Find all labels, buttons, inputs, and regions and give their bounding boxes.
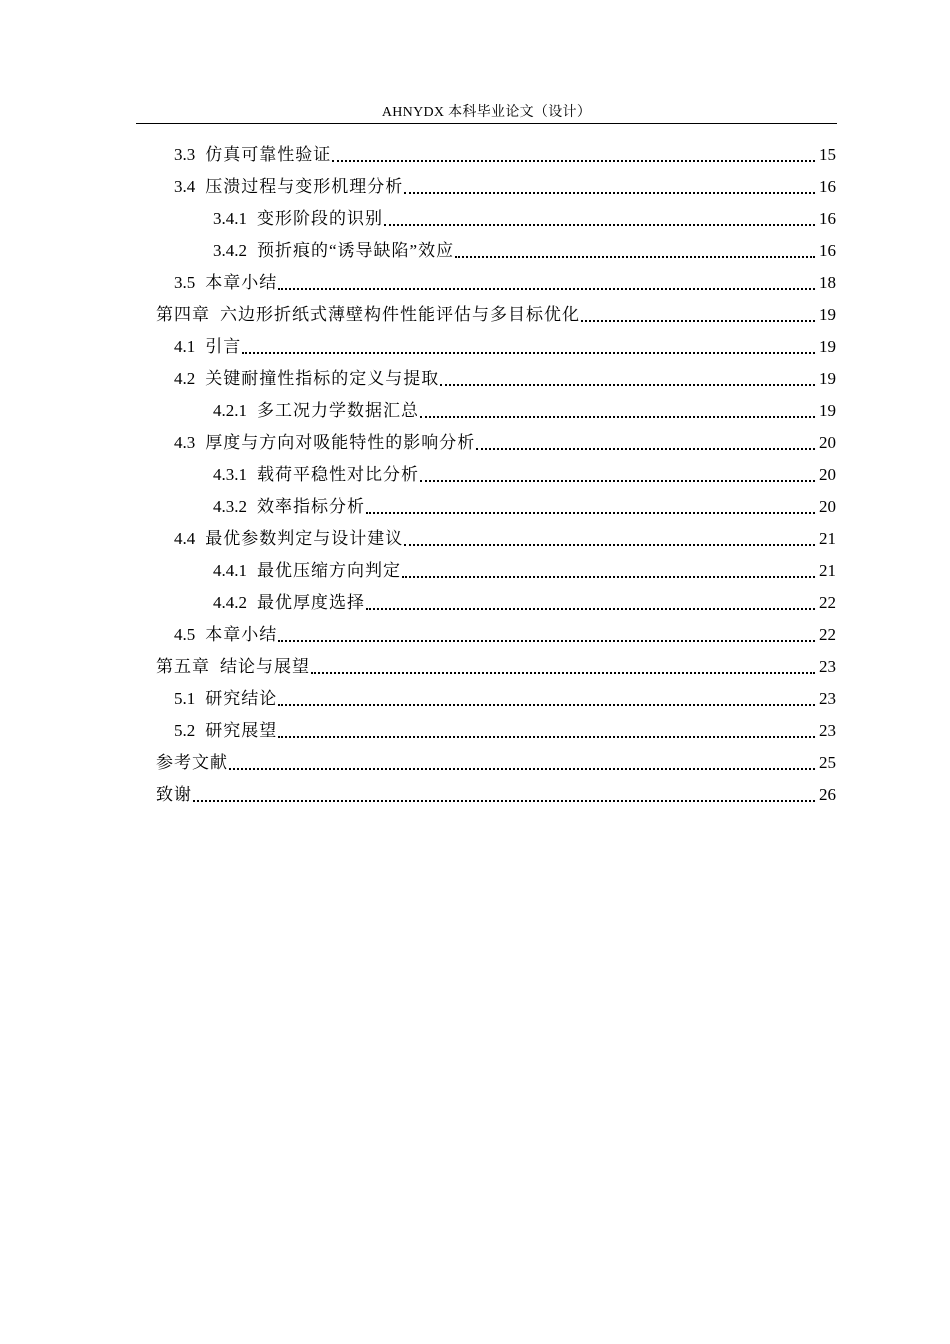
toc-entry[interactable] <box>0 203 950 235</box>
toc-entry-title: 研究展望 <box>205 721 278 740</box>
toc-entry-page: 23 <box>819 689 836 708</box>
toc-entry-number: 3.4.2 <box>213 241 247 260</box>
toc-entry-page: 21 <box>819 529 836 548</box>
toc-entry[interactable] <box>0 523 950 555</box>
toc-dot-leader <box>402 576 815 578</box>
toc-entry-page: 19 <box>819 401 836 420</box>
toc-entry-title: 研究结论 <box>205 689 278 708</box>
toc-dot-leader <box>420 416 815 418</box>
toc-entry-number: 5.2 <box>174 721 196 740</box>
toc-entry-page: 26 <box>819 785 836 804</box>
toc-entry-title: 关键耐撞性指标的定义与提取 <box>205 369 440 388</box>
toc-entry-page: 19 <box>819 337 836 356</box>
toc-dot-leader <box>420 480 815 482</box>
toc-entry-title: 最优厚度选择 <box>257 593 365 612</box>
toc-dot-leader <box>311 672 815 674</box>
toc-entry[interactable] <box>0 267 950 299</box>
toc-entry-title: 仿真可靠性验证 <box>205 145 332 164</box>
toc-dot-leader <box>229 768 815 770</box>
toc-entry-title: 引言 <box>205 337 242 356</box>
toc-entry[interactable] <box>0 587 950 619</box>
toc-entry-page: 20 <box>819 497 836 516</box>
toc-entry-number: 4.3 <box>174 433 196 452</box>
toc-dot-leader <box>366 608 815 610</box>
toc-entry-title: 六边形折纸式薄壁构件性能评估与多目标优化 <box>220 305 580 324</box>
toc-entry-title: 载荷平稳性对比分析 <box>257 465 419 484</box>
toc-entry-number: 4.1 <box>174 337 196 356</box>
toc-entry-title: 结论与展望 <box>220 657 310 676</box>
toc-entry-title: 效率指标分析 <box>257 497 365 516</box>
toc-entry-number: 4.4.1 <box>213 561 247 580</box>
table-of-contents <box>0 139 950 811</box>
header-rule <box>136 123 837 124</box>
toc-entry-page: 18 <box>819 273 836 292</box>
toc-entry-title: 参考文献 <box>156 753 228 772</box>
toc-dot-leader <box>332 160 815 162</box>
toc-entry-title: 最优压缩方向判定 <box>257 561 401 580</box>
toc-entry-number: 4.5 <box>174 625 196 644</box>
toc-entry-page: 19 <box>819 305 836 324</box>
toc-dot-leader <box>455 256 815 258</box>
toc-entry-page: 20 <box>819 433 836 452</box>
toc-dot-leader <box>384 224 815 226</box>
toc-entry-title: 多工况力学数据汇总 <box>257 401 419 420</box>
toc-dot-leader <box>366 512 815 514</box>
toc-entry[interactable] <box>0 331 950 363</box>
toc-entry-page: 22 <box>819 625 836 644</box>
toc-entry[interactable] <box>0 235 950 267</box>
toc-dot-leader <box>404 192 815 194</box>
toc-entry-number: 第五章 <box>156 657 210 676</box>
toc-entry-title: 压溃过程与变形机理分析 <box>205 177 404 196</box>
toc-dot-leader <box>278 736 815 738</box>
toc-entry-number: 3.4 <box>174 177 196 196</box>
toc-entry-title: 最优参数判定与设计建议 <box>205 529 404 548</box>
toc-entry-page: 22 <box>819 593 836 612</box>
toc-entry[interactable] <box>0 139 950 171</box>
toc-entry-page: 25 <box>819 753 836 772</box>
toc-entry-title: 变形阶段的识别 <box>257 209 383 228</box>
toc-entry-page: 16 <box>819 241 836 260</box>
toc-dot-leader <box>278 640 815 642</box>
toc-entry[interactable] <box>0 299 950 331</box>
toc-entry-number: 4.3.2 <box>213 497 247 516</box>
toc-entry[interactable] <box>0 779 950 811</box>
page-header: AHNYDX 本科毕业论文（设计） <box>381 105 592 120</box>
toc-dot-leader <box>242 352 815 354</box>
toc-dot-leader <box>278 704 815 706</box>
toc-entry-title: 厚度与方向对吸能特性的影响分析 <box>205 433 476 452</box>
toc-entry[interactable] <box>0 651 950 683</box>
toc-entry[interactable] <box>0 491 950 523</box>
toc-entry-page: 23 <box>819 657 836 676</box>
toc-entry[interactable] <box>0 555 950 587</box>
toc-entry-number: 5.1 <box>174 689 196 708</box>
toc-entry-title: 本章小结 <box>205 273 278 292</box>
toc-entry-number: 4.3.1 <box>213 465 247 484</box>
toc-entry[interactable] <box>0 715 950 747</box>
toc-entry-number: 3.5 <box>174 273 196 292</box>
toc-dot-leader <box>404 544 815 546</box>
toc-entry[interactable] <box>0 363 950 395</box>
toc-entry-title: 本章小结 <box>205 625 278 644</box>
toc-entry-number: 4.4.2 <box>213 593 247 612</box>
toc-entry[interactable] <box>0 747 950 779</box>
toc-dot-leader <box>440 384 815 386</box>
toc-entry[interactable] <box>0 683 950 715</box>
toc-dot-leader <box>193 800 815 802</box>
toc-entry-title: 预折痕的“诱导缺陷”效应 <box>257 241 455 260</box>
toc-dot-leader <box>476 448 815 450</box>
toc-entry-number: 第四章 <box>156 305 210 324</box>
toc-entry-number: 3.3 <box>174 145 196 164</box>
toc-dot-leader <box>278 288 815 290</box>
toc-entry[interactable] <box>0 459 950 491</box>
toc-entry[interactable] <box>0 427 950 459</box>
toc-entry-page: 19 <box>819 369 836 388</box>
toc-entry-title: 致谢 <box>156 785 192 804</box>
toc-entry-number: 4.4 <box>174 529 196 548</box>
toc-entry[interactable] <box>0 395 950 427</box>
toc-entry-page: 16 <box>819 177 836 196</box>
toc-entry-number: 4.2 <box>174 369 196 388</box>
toc-entry[interactable] <box>0 171 950 203</box>
toc-entry-page: 21 <box>819 561 836 580</box>
toc-entry-number: 3.4.1 <box>213 209 247 228</box>
toc-entry-page: 15 <box>819 145 836 164</box>
toc-entry-page: 16 <box>819 209 836 228</box>
toc-entry-page: 20 <box>819 465 836 484</box>
toc-entry-page: 23 <box>819 721 836 740</box>
toc-entry[interactable] <box>0 619 950 651</box>
toc-entry-number: 4.2.1 <box>213 401 247 420</box>
toc-dot-leader <box>581 320 815 322</box>
